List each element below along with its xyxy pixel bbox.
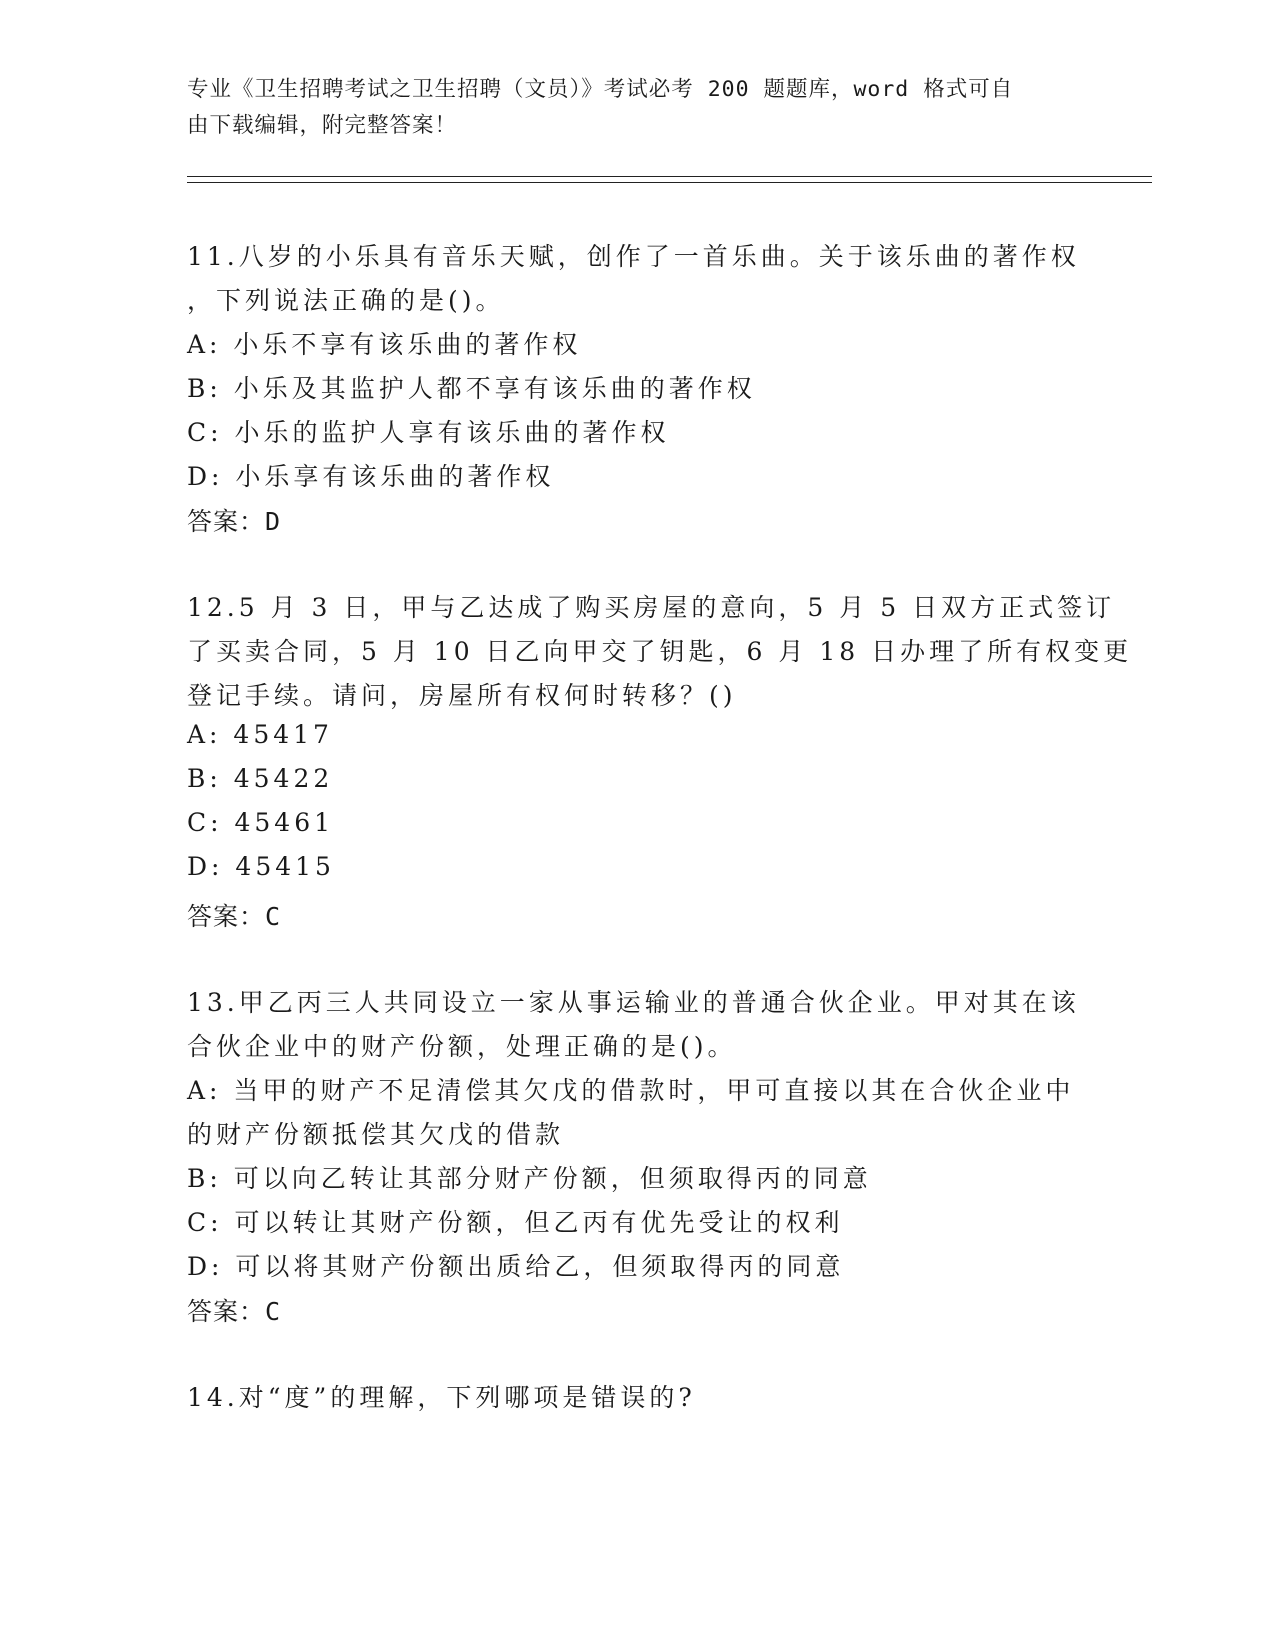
question-11-option-b: B: 小乐及其监护人都不享有该乐曲的著作权 — [187, 374, 756, 403]
question-12-stem-line-1: 12.5 月 3 日，甲与乙达成了购买房屋的意向，5 月 5 日双方正式签订 — [187, 593, 1116, 622]
question-11-stem-line-1: 11.八岁的小乐具有音乐天赋，创作了一首乐曲。关于该乐曲的著作权 — [187, 242, 1080, 271]
question-14-stem-line-1: 14.对“度”的理解，下列哪项是错误的? — [187, 1383, 696, 1412]
header-line-1: 专业《卫生招聘考试之卫生招聘（文员）》考试必考 200 题题库，word 格式可自 — [187, 77, 1014, 102]
question-11-option-c: C: 小乐的监护人享有该乐曲的著作权 — [187, 418, 670, 447]
question-11-option-d: D: 小乐享有该乐曲的著作权 — [187, 462, 555, 491]
question-13-option-a: A: 当甲的财产不足清偿其欠戊的借款时，甲可直接以其在合伙企业中 — [187, 1076, 1075, 1105]
question-11-option-a: A: 小乐不享有该乐曲的著作权 — [187, 330, 582, 359]
header-divider-top — [187, 176, 1152, 177]
question-12-stem-line-3: 登记手续。请问，房屋所有权何时转移？() — [187, 681, 737, 710]
question-11-answer: 答案：D — [187, 507, 282, 536]
question-12-stem-line-2: 了买卖合同，5 月 10 日乙向甲交了钥匙，6 月 18 日办理了所有权变更 — [187, 637, 1133, 666]
question-13-option-c: C: 可以转让其财产份额，但乙丙有优先受让的权利 — [187, 1208, 844, 1237]
question-12-option-b: B: 45422 — [187, 764, 334, 793]
document-header — [187, 72, 1087, 144]
question-13-stem-line-1: 13.甲乙丙三人共同设立一家从事运输业的普通合伙企业。甲对其在该 — [187, 988, 1080, 1017]
question-12-option-c: C: 45461 — [187, 808, 335, 837]
header-divider-bottom — [187, 182, 1152, 183]
question-12-option-a: A: 45417 — [187, 720, 333, 749]
question-13-answer: 答案：C — [187, 1297, 282, 1326]
question-13-stem-line-2: 合伙企业中的财产份额，处理正确的是()。 — [187, 1032, 737, 1061]
question-13-option-b: B: 可以向乙转让其部分财产份额，但须取得丙的同意 — [187, 1164, 872, 1193]
question-12-option-d: D: 45415 — [187, 852, 335, 881]
question-13-option-a-cont: 的财产份额抵偿其欠戊的借款 — [187, 1120, 565, 1149]
question-13-option-d: D: 可以将其财产份额出质给乙，但须取得丙的同意 — [187, 1252, 845, 1281]
question-11-stem-line-2: ，下列说法正确的是()。 — [187, 286, 505, 315]
question-12-answer: 答案：C — [187, 902, 282, 931]
header-line-2: 由下载编辑，附完整答案！ — [187, 113, 458, 138]
